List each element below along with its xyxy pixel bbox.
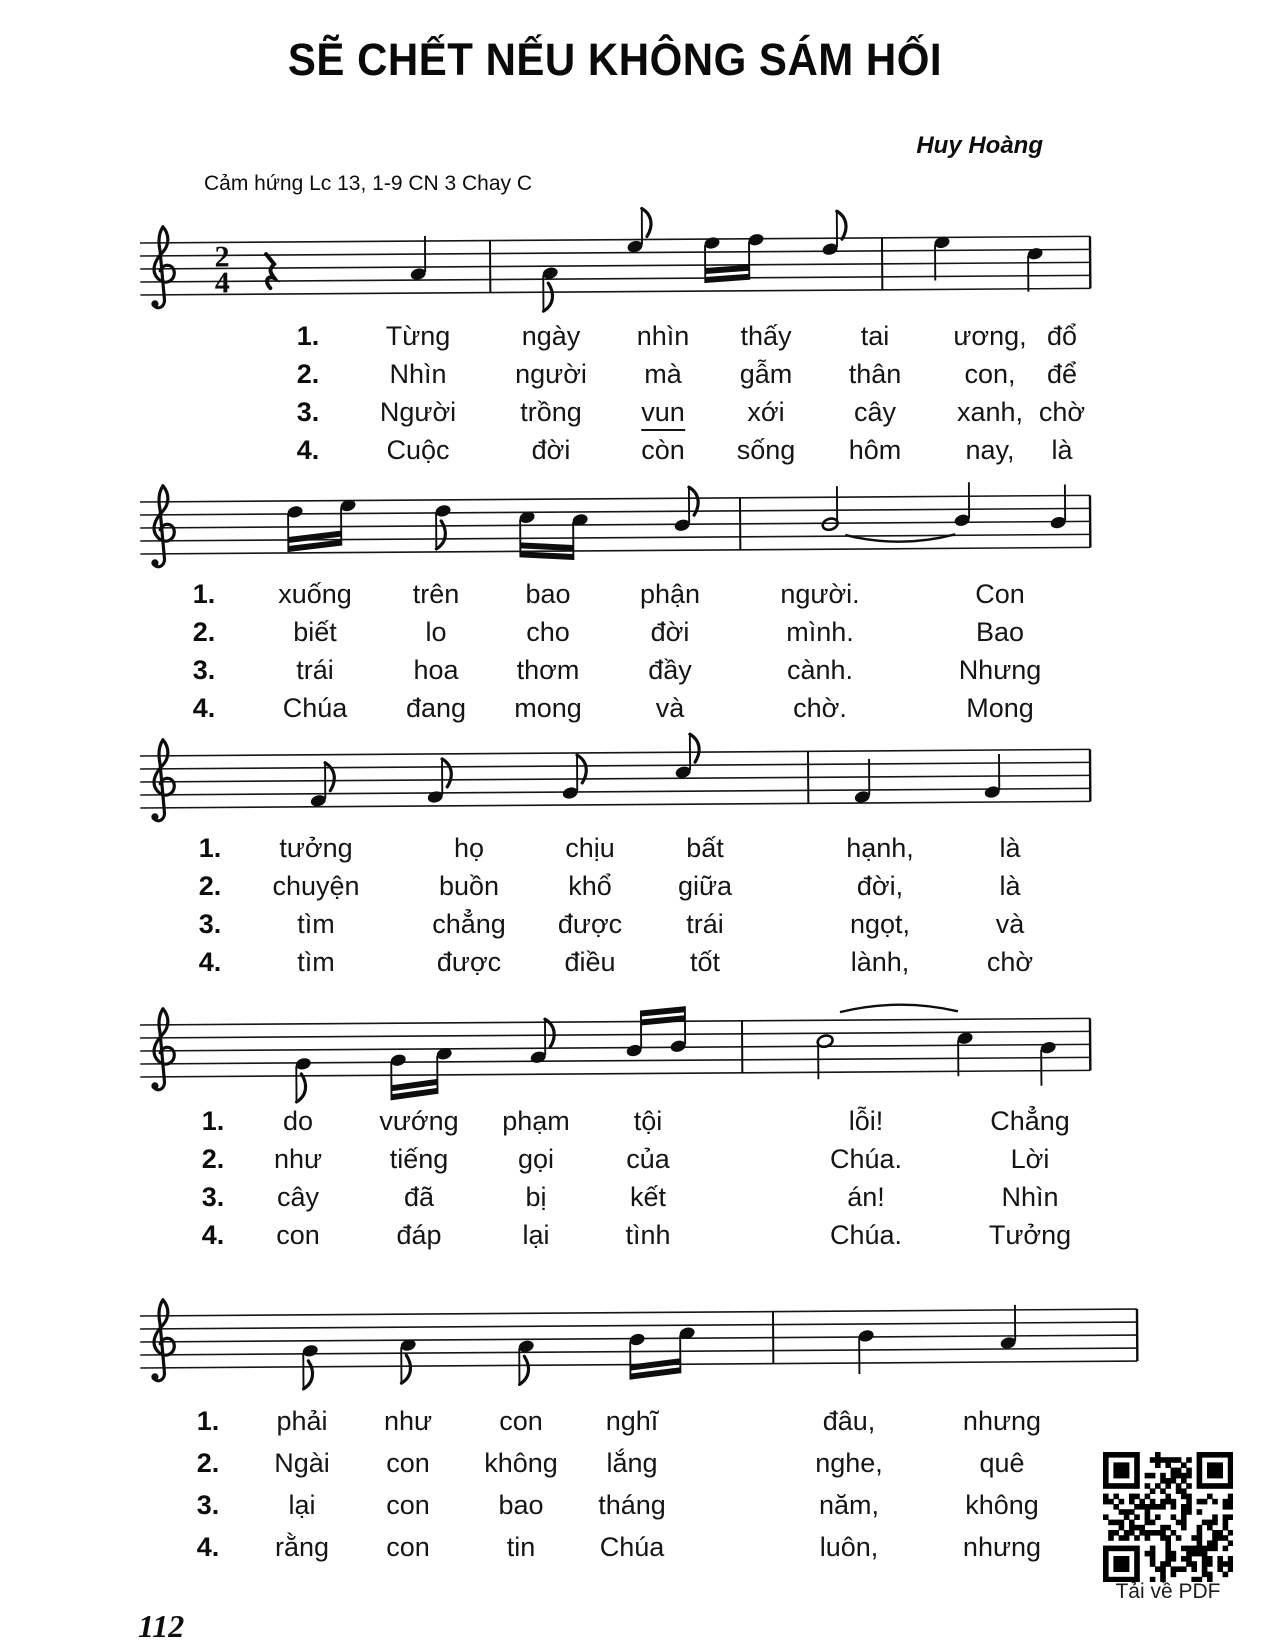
lyric-word: kết (629, 1182, 667, 1212)
lyric-word: Nhìn (389, 359, 447, 389)
lyric-word: giữa (677, 871, 733, 901)
lyric-word: là (1051, 435, 1073, 465)
lyric-word: xới (747, 397, 785, 427)
page-number: 112 (138, 1608, 185, 1644)
lyric-word: chịu (565, 833, 615, 863)
verse-number: 4. (192, 693, 216, 723)
lyric-word: vướng (379, 1106, 459, 1136)
lyric-word: Bao (975, 617, 1025, 647)
lyric-word: được (557, 909, 623, 939)
beamed-sixteenth-pair (703, 232, 765, 283)
lyric-word: tai (860, 321, 890, 351)
tie (840, 1004, 958, 1012)
lyric-word: người. (780, 579, 860, 609)
lyric-word: bất (686, 833, 724, 863)
verse-line (0, 1448, 1275, 1490)
note (626, 208, 651, 253)
lyric-word: quê (979, 1448, 1025, 1478)
lyric-word: hôm (848, 435, 902, 465)
lyric-word: Nhìn (1001, 1182, 1059, 1212)
lyric-word: lại (522, 1220, 550, 1250)
lyric-word: gọi (517, 1144, 555, 1174)
lyric-word: ương, (953, 321, 1027, 351)
verse-line (0, 909, 1275, 947)
lyric-word: lành, (850, 947, 910, 977)
lyric-word: tưởng (279, 833, 353, 863)
lyric-word: đầy (648, 655, 692, 685)
lyric-word: Lời (1010, 1144, 1050, 1174)
note (953, 482, 971, 527)
verse-number: 1. (198, 833, 222, 863)
lyric-word: xuống (278, 579, 352, 609)
lyric-word: tìm (297, 947, 335, 977)
verse-number: 2. (192, 617, 216, 647)
lyric-word: con, (964, 359, 1016, 389)
staff-lines (140, 1018, 1090, 1077)
note (426, 759, 451, 804)
lyric-word: điều (564, 947, 616, 977)
lyric-word: và (995, 909, 1025, 939)
lyric-word: tốt (689, 947, 721, 977)
composer-name: Huy Hoàng (916, 132, 1043, 159)
lyric-word: mình. (786, 617, 854, 647)
beamed-sixteenth-pair (628, 1326, 696, 1380)
verse-line (0, 1406, 1275, 1448)
staff-lines (140, 749, 1090, 808)
lyric-word: đổ (1046, 321, 1078, 351)
lyric-word: buồn (438, 871, 500, 901)
lyric-word: cây (853, 397, 897, 427)
verse-line (0, 655, 1275, 693)
lyric-word: hoa (413, 655, 459, 685)
lyric-word: là (999, 871, 1021, 901)
verse-line (0, 1144, 1275, 1182)
note (1049, 485, 1067, 530)
verse-block-4 (0, 1106, 1275, 1258)
lyric-word: tìm (297, 909, 335, 939)
lyric-word: Ngài (274, 1448, 330, 1478)
verse-line (0, 397, 1275, 435)
lyric-word: đã (403, 1182, 435, 1212)
verse-number: 3. (196, 1490, 220, 1520)
verse-number: 4. (201, 1220, 225, 1250)
lyric-word: con (276, 1220, 320, 1250)
lyric-word: hạnh, (846, 833, 914, 863)
lyric-word: con (499, 1406, 543, 1436)
lyric-word: Chúa (282, 693, 348, 723)
beamed-sixteenth-pair (518, 510, 589, 561)
lyric-word: rằng (274, 1532, 330, 1562)
lyric-word: Từng (385, 321, 451, 351)
lyric-word: chờ (1038, 397, 1086, 427)
verse-line (0, 617, 1275, 655)
lyric-word: cây (276, 1182, 320, 1212)
note (517, 1339, 535, 1384)
svg-text:2: 2 (214, 240, 230, 274)
svg-text:4: 4 (214, 266, 230, 300)
lyric-word: đời, (856, 871, 904, 901)
quarter-rest (266, 254, 274, 288)
qr-code[interactable] (1103, 1452, 1233, 1582)
verse-number: 1. (296, 321, 320, 351)
lyric-word: Mong (966, 693, 1034, 723)
lyric-word: còn (641, 435, 685, 465)
lyric-word: sống (736, 435, 796, 465)
lyric-word: chờ (986, 947, 1034, 977)
verse-line (0, 321, 1275, 359)
lyric-word: đáp (396, 1220, 442, 1250)
lyric-word: của (626, 1144, 670, 1174)
lyric-word: phạm (502, 1106, 570, 1136)
lyric-word: họ (453, 833, 485, 863)
lyric-word: khổ (568, 871, 612, 901)
note (673, 487, 698, 532)
lyric-word: trái (686, 909, 724, 939)
lyric-word: Chúa. (829, 1144, 903, 1174)
staff-lines (140, 495, 1090, 554)
lyric-word: không (965, 1490, 1039, 1520)
beam (705, 274, 749, 283)
verse-number: 3. (198, 909, 222, 939)
lyric-word: lỗi! (848, 1106, 884, 1136)
lyric-word: và (655, 693, 685, 723)
lyric-word: tội (633, 1106, 663, 1136)
lyric-word: đang (405, 693, 467, 723)
lyric-word: chờ. (793, 693, 847, 723)
lyric-word: mà (644, 359, 682, 389)
lyric-word: luôn, (819, 1532, 879, 1562)
note (409, 236, 427, 281)
lyric-word: con (386, 1490, 430, 1520)
verse-number: 4. (198, 947, 222, 977)
verse-number: 4. (296, 435, 320, 465)
verse-line (0, 1182, 1275, 1220)
beamed-sixteenth-pair (286, 498, 357, 552)
half-note (821, 486, 839, 531)
lyric-word: thân (848, 359, 902, 389)
lyric-word: năm, (818, 1490, 880, 1520)
note (399, 1338, 417, 1383)
lyric-word: chuyện (272, 871, 360, 901)
verse-line (0, 579, 1275, 617)
lyric-word: Chúa (599, 1532, 665, 1562)
lyric-word: nay, (965, 435, 1015, 465)
lyric-word: gẫm (739, 359, 793, 389)
verse-number: 2. (198, 871, 222, 901)
lyric-word: cành. (786, 655, 854, 685)
lyric-word: ngọt, (849, 909, 911, 939)
verse-number: 3. (296, 397, 320, 427)
beamed-sixteenth-pair (389, 1047, 453, 1101)
lyric-word: như (273, 1144, 323, 1174)
note (309, 763, 334, 808)
verse-number: 1. (196, 1406, 220, 1436)
lyric-word: trồng (520, 397, 582, 427)
lyric-word: là (999, 833, 1021, 863)
lyric-word: con (386, 1532, 430, 1562)
lyric-word: Nhưng (958, 655, 1042, 685)
lyric-word: bao (525, 579, 571, 609)
note (933, 235, 951, 280)
beamed-sixteenth-pair (625, 1006, 687, 1058)
verse-line (0, 1532, 1275, 1574)
note (541, 266, 559, 311)
note (674, 734, 699, 779)
note (999, 1305, 1017, 1350)
lyric-word: như (383, 1406, 433, 1436)
note (294, 1057, 312, 1102)
lyric-word: Chúa. (829, 1220, 903, 1250)
lyric-word: Cuộc (386, 435, 450, 465)
lyric-word: án! (847, 1182, 885, 1212)
lyric-word: tiếng (389, 1144, 449, 1174)
verse-number: 1. (201, 1106, 225, 1136)
lyric-word: nhìn (636, 321, 690, 351)
verse-line (0, 871, 1275, 909)
beam (641, 1006, 685, 1016)
verse-number: 2. (196, 1448, 220, 1478)
verse-number: 4. (196, 1532, 220, 1562)
lyric-word: do (282, 1106, 314, 1136)
lyric-word: nhưng (962, 1406, 1042, 1436)
lyric-word: nghĩ (605, 1406, 659, 1436)
lyric-word: phận (639, 579, 701, 609)
verse-block-5 (0, 1406, 1275, 1574)
verse-line (0, 359, 1275, 397)
verse-number: 1. (192, 579, 216, 609)
lyric-word: xanh, (956, 397, 1024, 427)
lyric-word: Chẳng (990, 1106, 1070, 1136)
lyric-word: biết (293, 617, 337, 647)
lyric-word: nghe, (815, 1448, 883, 1478)
note (1026, 246, 1044, 291)
beam (520, 542, 573, 551)
lyric-word: bị (525, 1182, 547, 1212)
lyric-word: được (436, 947, 502, 977)
lyric-word: lo (425, 617, 447, 647)
time-signature (214, 240, 229, 299)
verse-number: 2. (201, 1144, 225, 1174)
lyric-word: để (1046, 359, 1078, 389)
lyric-word: Con (975, 579, 1025, 609)
note (561, 755, 586, 800)
verse-line (0, 1490, 1275, 1532)
lyric-word: vun (641, 397, 685, 431)
note (857, 1329, 875, 1374)
beam (705, 265, 749, 274)
lyric-word: không (484, 1448, 558, 1478)
lyric-word: tình (625, 1220, 671, 1250)
verse-number: 2. (296, 359, 320, 389)
lyric-word: thơm (516, 655, 580, 685)
lyric-word: người (515, 359, 587, 389)
lyric-word: bao (498, 1490, 544, 1520)
lyric-word: chẳng (432, 909, 506, 939)
lyric-word: tin (506, 1532, 536, 1562)
verse-number: 3. (192, 655, 216, 685)
lyric-word: nhưng (962, 1532, 1042, 1562)
lyric-word: mong (514, 693, 582, 723)
lyric-word: lại (288, 1490, 316, 1520)
verse-number: 3. (201, 1182, 225, 1212)
note (853, 759, 871, 804)
beam (641, 1015, 685, 1025)
lyric-word: thấy (740, 321, 792, 351)
verse-line (0, 1106, 1275, 1144)
lyric-word: đời (531, 435, 571, 465)
qr-caption[interactable]: Tải về PDF (1115, 1580, 1221, 1603)
qr-code-image[interactable] (1103, 1452, 1233, 1582)
lyric-word: trái (296, 655, 334, 685)
verse-line (0, 833, 1275, 871)
note (821, 211, 846, 256)
lyric-word: phải (276, 1406, 328, 1436)
lyric-word: cho (526, 617, 570, 647)
lyric-word: đời (650, 617, 690, 647)
inspiration-caption: Cảm hứng Lc 13, 1-9 CN 3 Chay C (204, 172, 533, 195)
staff-system-5 (0, 1248, 1275, 1427)
page-title: SẼ CHẾT NẾU KHÔNG SÁM HỐI (287, 34, 943, 85)
lyric-word: ngày (521, 321, 581, 351)
note (529, 1019, 554, 1064)
lyric-word: Tưởng (988, 1220, 1072, 1250)
staff-lines (140, 236, 1090, 295)
lyric-word: tháng (598, 1490, 666, 1520)
note (956, 1031, 974, 1076)
lyric-word: con (386, 1448, 430, 1478)
beam (520, 551, 573, 560)
note (1039, 1040, 1057, 1085)
lyric-word: Người (379, 397, 457, 427)
lyric-word: lắng (606, 1448, 658, 1478)
lyric-word: đâu, (822, 1406, 876, 1436)
lyric-word: trên (412, 579, 460, 609)
